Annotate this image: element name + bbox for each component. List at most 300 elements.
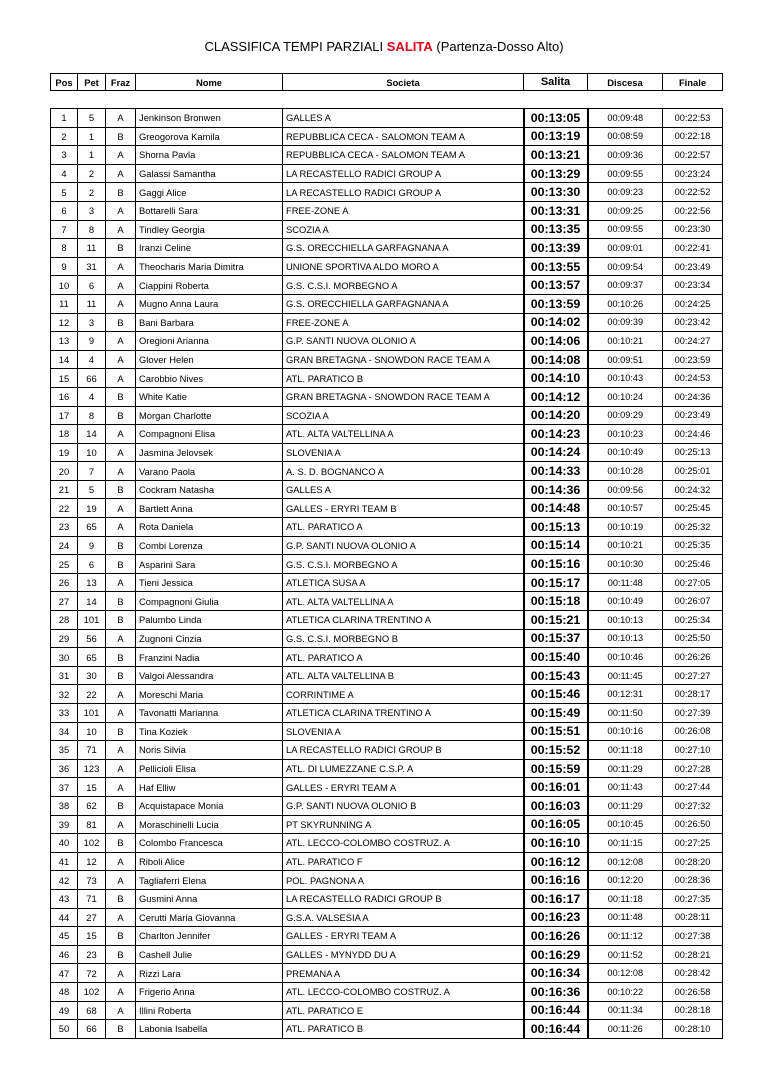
cell-pet: 71 bbox=[78, 889, 106, 908]
cell-pet: 56 bbox=[78, 629, 106, 648]
cell-pos: 36 bbox=[51, 759, 78, 778]
table-row bbox=[51, 536, 723, 555]
cell-fraz: B bbox=[106, 648, 136, 667]
cell-finale: 00:23:34 bbox=[663, 276, 723, 295]
table-row bbox=[51, 759, 723, 778]
table-row bbox=[51, 629, 723, 648]
cell-finale: 00:26:50 bbox=[663, 815, 723, 834]
cell-finale: 00:27:27 bbox=[663, 666, 723, 685]
cell-pos: 34 bbox=[51, 722, 78, 741]
cell-finale: 00:26:58 bbox=[663, 982, 723, 1001]
cell-finale: 00:26:26 bbox=[663, 648, 723, 667]
cell-finale: 00:25:32 bbox=[663, 518, 723, 537]
cell-salita: 00:15:52 bbox=[524, 741, 588, 760]
cell-salita: 00:13:19 bbox=[524, 127, 588, 146]
cell-finale: 00:27:39 bbox=[663, 704, 723, 723]
cell-pet: 22 bbox=[78, 685, 106, 704]
cell-discesa: 00:11:15 bbox=[588, 834, 663, 853]
cell-pet: 3 bbox=[78, 201, 106, 220]
cell-nome: Riboli Alice bbox=[136, 852, 283, 871]
table-row bbox=[51, 443, 723, 462]
cell-fraz: A bbox=[106, 704, 136, 723]
cell-pet: 19 bbox=[78, 499, 106, 518]
cell-discesa: 00:09:55 bbox=[588, 220, 663, 239]
cell-pet: 11 bbox=[78, 294, 106, 313]
table-row bbox=[51, 1001, 723, 1020]
header-row bbox=[51, 74, 723, 91]
cell-salita: 00:15:13 bbox=[524, 518, 588, 537]
cell-societa: A. S. D. BOGNANCO A bbox=[283, 462, 524, 481]
cell-finale: 00:27:10 bbox=[663, 741, 723, 760]
cell-discesa: 00:10:46 bbox=[588, 648, 663, 667]
cell-nome: Iranzi Celine bbox=[136, 239, 283, 258]
cell-societa: FREE-ZONE A bbox=[283, 201, 524, 220]
cell-finale: 00:22:18 bbox=[663, 127, 723, 146]
cell-finale: 00:25:46 bbox=[663, 555, 723, 574]
cell-salita: 00:16:16 bbox=[524, 871, 588, 890]
cell-nome: Glover Helen bbox=[136, 350, 283, 369]
cell-pos: 29 bbox=[51, 629, 78, 648]
title-prefix: CLASSIFICA TEMPI PARZIALI bbox=[204, 39, 387, 54]
cell-salita: 00:14:48 bbox=[524, 499, 588, 518]
cell-nome: Labonia Isabella bbox=[136, 1020, 283, 1039]
cell-salita: 00:16:01 bbox=[524, 778, 588, 797]
cell-pet: 27 bbox=[78, 908, 106, 927]
cell-discesa: 00:11:48 bbox=[588, 573, 663, 592]
cell-pet: 10 bbox=[78, 443, 106, 462]
cell-fraz: A bbox=[106, 109, 136, 128]
cell-pet: 2 bbox=[78, 164, 106, 183]
cell-fraz: B bbox=[106, 945, 136, 964]
cell-pet: 101 bbox=[78, 704, 106, 723]
cell-discesa: 00:10:19 bbox=[588, 518, 663, 537]
cell-societa: FREE-ZONE A bbox=[283, 313, 524, 332]
cell-pos: 47 bbox=[51, 964, 78, 983]
cell-pet: 14 bbox=[78, 592, 106, 611]
cell-societa: CORRINTIME A bbox=[283, 685, 524, 704]
cell-salita: 00:13:57 bbox=[524, 276, 588, 295]
cell-societa: G.P. SANTI NUOVA OLONIO A bbox=[283, 332, 524, 351]
cell-fraz: B bbox=[106, 183, 136, 202]
cell-pet: 65 bbox=[78, 518, 106, 537]
cell-nome: Rizzi Lara bbox=[136, 964, 283, 983]
cell-finale: 00:23:49 bbox=[663, 257, 723, 276]
cell-fraz: A bbox=[106, 518, 136, 537]
cell-pet: 72 bbox=[78, 964, 106, 983]
table-row bbox=[51, 852, 723, 871]
table-row bbox=[51, 350, 723, 369]
cell-pos: 18 bbox=[51, 425, 78, 444]
title-suffix: (Partenza-Dosso Alto) bbox=[432, 39, 564, 54]
cell-pet: 5 bbox=[78, 109, 106, 128]
cell-nome: Bottarelli Sara bbox=[136, 201, 283, 220]
cell-discesa: 00:09:55 bbox=[588, 164, 663, 183]
cell-fraz: B bbox=[106, 834, 136, 853]
cell-finale: 00:23:59 bbox=[663, 350, 723, 369]
cell-pos: 1 bbox=[51, 109, 78, 128]
cell-nome: Palumbo Linda bbox=[136, 611, 283, 630]
cell-pos: 46 bbox=[51, 945, 78, 964]
cell-fraz: A bbox=[106, 964, 136, 983]
cell-pos: 27 bbox=[51, 592, 78, 611]
cell-discesa: 00:09:36 bbox=[588, 146, 663, 165]
cell-societa: REPUBBLICA CECA - SALOMON TEAM A bbox=[283, 146, 524, 165]
cell-fraz: A bbox=[106, 741, 136, 760]
cell-discesa: 00:11:43 bbox=[588, 778, 663, 797]
cell-pet: 14 bbox=[78, 425, 106, 444]
cell-pet: 68 bbox=[78, 1001, 106, 1020]
cell-nome: Varano Paola bbox=[136, 462, 283, 481]
cell-societa: SLOVENIA A bbox=[283, 722, 524, 741]
cell-pet: 12 bbox=[78, 852, 106, 871]
cell-fraz: A bbox=[106, 871, 136, 890]
cell-salita: 00:16:03 bbox=[524, 796, 588, 815]
cell-finale: 00:24:27 bbox=[663, 332, 723, 351]
cell-salita: 00:15:14 bbox=[524, 536, 588, 555]
cell-salita: 00:15:37 bbox=[524, 629, 588, 648]
cell-pos: 12 bbox=[51, 313, 78, 332]
cell-finale: 00:27:32 bbox=[663, 796, 723, 815]
cell-discesa: 00:09:39 bbox=[588, 313, 663, 332]
cell-pet: 15 bbox=[78, 927, 106, 946]
table-row bbox=[51, 499, 723, 518]
cell-finale: 00:28:42 bbox=[663, 964, 723, 983]
table-row bbox=[51, 592, 723, 611]
cell-pos: 23 bbox=[51, 518, 78, 537]
cell-societa: ATL. LECCO-COLOMBO COSTRUZ. A bbox=[283, 982, 524, 1001]
cell-nome: Moraschinelli Lucia bbox=[136, 815, 283, 834]
cell-societa: GALLES - ERYRI TEAM A bbox=[283, 927, 524, 946]
cell-nome: Theocharis Maria Dimitra bbox=[136, 257, 283, 276]
cell-nome: Colombo Francesca bbox=[136, 834, 283, 853]
cell-societa: LA RECASTELLO RADICI GROUP B bbox=[283, 741, 524, 760]
cell-salita: 00:13:21 bbox=[524, 146, 588, 165]
table-row bbox=[51, 834, 723, 853]
cell-fraz: A bbox=[106, 982, 136, 1001]
cell-finale: 00:24:25 bbox=[663, 294, 723, 313]
cell-fraz: A bbox=[106, 759, 136, 778]
cell-discesa: 00:10:45 bbox=[588, 815, 663, 834]
cell-nome: Greogorova Kamila bbox=[136, 127, 283, 146]
cell-pet: 4 bbox=[78, 387, 106, 406]
table-row bbox=[51, 778, 723, 797]
cell-pos: 6 bbox=[51, 201, 78, 220]
cell-nome: Valgoi Alessandra bbox=[136, 666, 283, 685]
cell-pos: 19 bbox=[51, 443, 78, 462]
cell-nome: Cerutti Maria Giovanna bbox=[136, 908, 283, 927]
table-row bbox=[51, 796, 723, 815]
cell-fraz: B bbox=[106, 239, 136, 258]
cell-salita: 00:16:10 bbox=[524, 834, 588, 853]
cell-discesa: 00:09:51 bbox=[588, 350, 663, 369]
cell-nome: Bartlett Anna bbox=[136, 499, 283, 518]
cell-discesa: 00:10:43 bbox=[588, 369, 663, 388]
cell-nome: Noris Silvia bbox=[136, 741, 283, 760]
cell-pos: 40 bbox=[51, 834, 78, 853]
cell-pet: 31 bbox=[78, 257, 106, 276]
cell-pet: 71 bbox=[78, 741, 106, 760]
cell-finale: 00:24:53 bbox=[663, 369, 723, 388]
cell-societa: ATL. ALTA VALTELLINA B bbox=[283, 666, 524, 685]
cell-pos: 2 bbox=[51, 127, 78, 146]
cell-societa: GALLES A bbox=[283, 480, 524, 499]
cell-fraz: A bbox=[106, 443, 136, 462]
cell-nome: Combi Lorenza bbox=[136, 536, 283, 555]
cell-nome: Tieni Jessica bbox=[136, 573, 283, 592]
header-table bbox=[50, 73, 723, 91]
cell-pos: 14 bbox=[51, 350, 78, 369]
cell-finale: 00:25:01 bbox=[663, 462, 723, 481]
table-row bbox=[51, 462, 723, 481]
table-row bbox=[51, 369, 723, 388]
cell-finale: 00:22:52 bbox=[663, 183, 723, 202]
cell-fraz: B bbox=[106, 611, 136, 630]
cell-discesa: 00:10:16 bbox=[588, 722, 663, 741]
table-row bbox=[51, 109, 723, 128]
cell-societa: LA RECASTELLO RADICI GROUP A bbox=[283, 183, 524, 202]
cell-pos: 38 bbox=[51, 796, 78, 815]
cell-pet: 73 bbox=[78, 871, 106, 890]
cell-fraz: A bbox=[106, 499, 136, 518]
cell-salita: 00:15:16 bbox=[524, 555, 588, 574]
cell-discesa: 00:12:31 bbox=[588, 685, 663, 704]
table-row bbox=[51, 722, 723, 741]
cell-fraz: A bbox=[106, 332, 136, 351]
table-row bbox=[51, 480, 723, 499]
cell-fraz: A bbox=[106, 629, 136, 648]
cell-finale: 00:22:53 bbox=[663, 109, 723, 128]
cell-societa: GALLES A bbox=[283, 109, 524, 128]
cell-pet: 8 bbox=[78, 406, 106, 425]
cell-nome: Bani Barbara bbox=[136, 313, 283, 332]
cell-fraz: B bbox=[106, 480, 136, 499]
cell-pet: 9 bbox=[78, 536, 106, 555]
cell-salita: 00:15:40 bbox=[524, 648, 588, 667]
cell-finale: 00:25:35 bbox=[663, 536, 723, 555]
cell-societa: G.S. ORECCHIELLA GARFAGNANA A bbox=[283, 294, 524, 313]
cell-discesa: 00:10:30 bbox=[588, 555, 663, 574]
cell-pos: 41 bbox=[51, 852, 78, 871]
cell-nome: Frigerio Anna bbox=[136, 982, 283, 1001]
cell-pet: 8 bbox=[78, 220, 106, 239]
cell-discesa: 00:10:21 bbox=[588, 536, 663, 555]
cell-pet: 66 bbox=[78, 1020, 106, 1039]
cell-pet: 62 bbox=[78, 796, 106, 815]
cell-salita: 00:16:12 bbox=[524, 852, 588, 871]
cell-salita: 00:15:17 bbox=[524, 573, 588, 592]
cell-salita: 00:16:29 bbox=[524, 945, 588, 964]
cell-discesa: 00:12:08 bbox=[588, 852, 663, 871]
cell-salita: 00:16:44 bbox=[524, 1001, 588, 1020]
cell-fraz: A bbox=[106, 685, 136, 704]
title-highlight: SALITA bbox=[386, 39, 433, 54]
cell-pos: 45 bbox=[51, 927, 78, 946]
cell-salita: 00:14:20 bbox=[524, 406, 588, 425]
cell-pos: 50 bbox=[51, 1020, 78, 1039]
cell-salita: 00:15:51 bbox=[524, 722, 588, 741]
cell-pet: 2 bbox=[78, 183, 106, 202]
cell-discesa: 00:11:48 bbox=[588, 908, 663, 927]
cell-pet: 11 bbox=[78, 239, 106, 258]
table-row bbox=[51, 276, 723, 295]
cell-societa: G.P. SANTI NUOVA OLONIO B bbox=[283, 796, 524, 815]
cell-pet: 123 bbox=[78, 759, 106, 778]
results-body bbox=[51, 109, 723, 1039]
cell-salita: 00:16:23 bbox=[524, 908, 588, 927]
cell-nome: Tindley Georgia bbox=[136, 220, 283, 239]
cell-pet: 101 bbox=[78, 611, 106, 630]
cell-nome: Gusmini Anna bbox=[136, 889, 283, 908]
cell-salita: 00:13:30 bbox=[524, 183, 588, 202]
cell-fraz: B bbox=[106, 406, 136, 425]
cell-fraz: B bbox=[106, 927, 136, 946]
cell-finale: 00:27:05 bbox=[663, 573, 723, 592]
cell-finale: 00:27:38 bbox=[663, 927, 723, 946]
col-header-pet: Pet bbox=[78, 74, 106, 91]
cell-salita: 00:14:12 bbox=[524, 387, 588, 406]
table-row bbox=[51, 220, 723, 239]
table-row bbox=[51, 964, 723, 983]
cell-discesa: 00:11:18 bbox=[588, 741, 663, 760]
cell-pet: 102 bbox=[78, 982, 106, 1001]
cell-pet: 30 bbox=[78, 666, 106, 685]
cell-nome: Galassi Samantha bbox=[136, 164, 283, 183]
cell-fraz: A bbox=[106, 257, 136, 276]
cell-nome: Compagnoni Giulia bbox=[136, 592, 283, 611]
table-row bbox=[51, 183, 723, 202]
cell-fraz: A bbox=[106, 146, 136, 165]
cell-nome: Jenkinson Bronwen bbox=[136, 109, 283, 128]
cell-discesa: 00:11:34 bbox=[588, 1001, 663, 1020]
page-title bbox=[0, 39, 768, 54]
table-row bbox=[51, 871, 723, 890]
table-row bbox=[51, 239, 723, 258]
cell-fraz: A bbox=[106, 276, 136, 295]
cell-pos: 33 bbox=[51, 704, 78, 723]
cell-salita: 00:14:24 bbox=[524, 443, 588, 462]
cell-pos: 9 bbox=[51, 257, 78, 276]
cell-nome: Illini Roberta bbox=[136, 1001, 283, 1020]
cell-salita: 00:16:36 bbox=[524, 982, 588, 1001]
table-row bbox=[51, 945, 723, 964]
cell-salita: 00:14:06 bbox=[524, 332, 588, 351]
cell-finale: 00:24:36 bbox=[663, 387, 723, 406]
cell-finale: 00:22:41 bbox=[663, 239, 723, 258]
cell-salita: 00:14:02 bbox=[524, 313, 588, 332]
cell-discesa: 00:10:23 bbox=[588, 425, 663, 444]
cell-discesa: 00:09:54 bbox=[588, 257, 663, 276]
cell-discesa: 00:11:29 bbox=[588, 759, 663, 778]
cell-pos: 30 bbox=[51, 648, 78, 667]
cell-finale: 00:25:45 bbox=[663, 499, 723, 518]
cell-salita: 00:16:44 bbox=[524, 1020, 588, 1039]
cell-finale: 00:22:57 bbox=[663, 146, 723, 165]
cell-nome: Zugnoni Cinzia bbox=[136, 629, 283, 648]
cell-pet: 1 bbox=[78, 146, 106, 165]
cell-societa: POL. PAGNONA A bbox=[283, 871, 524, 890]
cell-societa: ATLETICA SUSA A bbox=[283, 573, 524, 592]
cell-societa: SCOZIA A bbox=[283, 220, 524, 239]
cell-fraz: B bbox=[106, 536, 136, 555]
cell-finale: 00:28:11 bbox=[663, 908, 723, 927]
cell-salita: 00:15:46 bbox=[524, 685, 588, 704]
table-row bbox=[51, 611, 723, 630]
cell-pos: 22 bbox=[51, 499, 78, 518]
cell-pet: 7 bbox=[78, 462, 106, 481]
cell-finale: 00:22:56 bbox=[663, 201, 723, 220]
cell-finale: 00:27:35 bbox=[663, 889, 723, 908]
cell-discesa: 00:10:49 bbox=[588, 592, 663, 611]
table-row bbox=[51, 201, 723, 220]
cell-discesa: 00:11:29 bbox=[588, 796, 663, 815]
table-row bbox=[51, 294, 723, 313]
cell-pos: 15 bbox=[51, 369, 78, 388]
table-row bbox=[51, 1020, 723, 1039]
cell-nome: Franzini Nadia bbox=[136, 648, 283, 667]
cell-pet: 102 bbox=[78, 834, 106, 853]
cell-nome: Tavonatti Marianna bbox=[136, 704, 283, 723]
cell-pos: 42 bbox=[51, 871, 78, 890]
table-row bbox=[51, 815, 723, 834]
cell-fraz: A bbox=[106, 1001, 136, 1020]
cell-salita: 00:16:34 bbox=[524, 964, 588, 983]
cell-fraz: A bbox=[106, 852, 136, 871]
cell-discesa: 00:09:23 bbox=[588, 183, 663, 202]
cell-fraz: A bbox=[106, 462, 136, 481]
cell-fraz: B bbox=[106, 722, 136, 741]
cell-finale: 00:27:28 bbox=[663, 759, 723, 778]
table-row bbox=[51, 741, 723, 760]
cell-nome: Charlton Jennifer bbox=[136, 927, 283, 946]
cell-salita: 00:15:18 bbox=[524, 592, 588, 611]
cell-nome: Oregioni Arianna bbox=[136, 332, 283, 351]
cell-nome: Mugno Anna Laura bbox=[136, 294, 283, 313]
cell-discesa: 00:11:26 bbox=[588, 1020, 663, 1039]
cell-discesa: 00:10:28 bbox=[588, 462, 663, 481]
cell-societa: ATL. ALTA VALTELLINA A bbox=[283, 425, 524, 444]
col-header-finale: Finale bbox=[663, 74, 723, 91]
cell-pos: 3 bbox=[51, 146, 78, 165]
cell-salita: 00:14:23 bbox=[524, 425, 588, 444]
cell-discesa: 00:09:25 bbox=[588, 201, 663, 220]
cell-nome: White Katie bbox=[136, 387, 283, 406]
cell-societa: GALLES - MYNYDD DU A bbox=[283, 945, 524, 964]
cell-salita: 00:13:29 bbox=[524, 164, 588, 183]
cell-discesa: 00:11:18 bbox=[588, 889, 663, 908]
cell-discesa: 00:08:59 bbox=[588, 127, 663, 146]
cell-fraz: B bbox=[106, 555, 136, 574]
cell-discesa: 00:12:20 bbox=[588, 871, 663, 890]
cell-nome: Shorna Pavla bbox=[136, 146, 283, 165]
col-header-pos: Pos bbox=[51, 74, 78, 91]
cell-pos: 20 bbox=[51, 462, 78, 481]
cell-discesa: 00:10:26 bbox=[588, 294, 663, 313]
cell-pet: 81 bbox=[78, 815, 106, 834]
cell-nome: Pellicioli Elisa bbox=[136, 759, 283, 778]
cell-finale: 00:24:46 bbox=[663, 425, 723, 444]
cell-pet: 66 bbox=[78, 369, 106, 388]
cell-fraz: B bbox=[106, 1020, 136, 1039]
cell-salita: 00:14:10 bbox=[524, 369, 588, 388]
cell-salita: 00:13:55 bbox=[524, 257, 588, 276]
cell-salita: 00:15:21 bbox=[524, 611, 588, 630]
cell-societa: UNIONE SPORTIVA ALDO MORO A bbox=[283, 257, 524, 276]
cell-societa: G.S. ORECCHIELLA GARFAGNANA A bbox=[283, 239, 524, 258]
cell-societa: ATLETICA CLARINA TRENTINO A bbox=[283, 704, 524, 723]
cell-pos: 8 bbox=[51, 239, 78, 258]
cell-societa: GRAN BRETAGNA - SNOWDON RACE TEAM A bbox=[283, 350, 524, 369]
cell-finale: 00:23:30 bbox=[663, 220, 723, 239]
